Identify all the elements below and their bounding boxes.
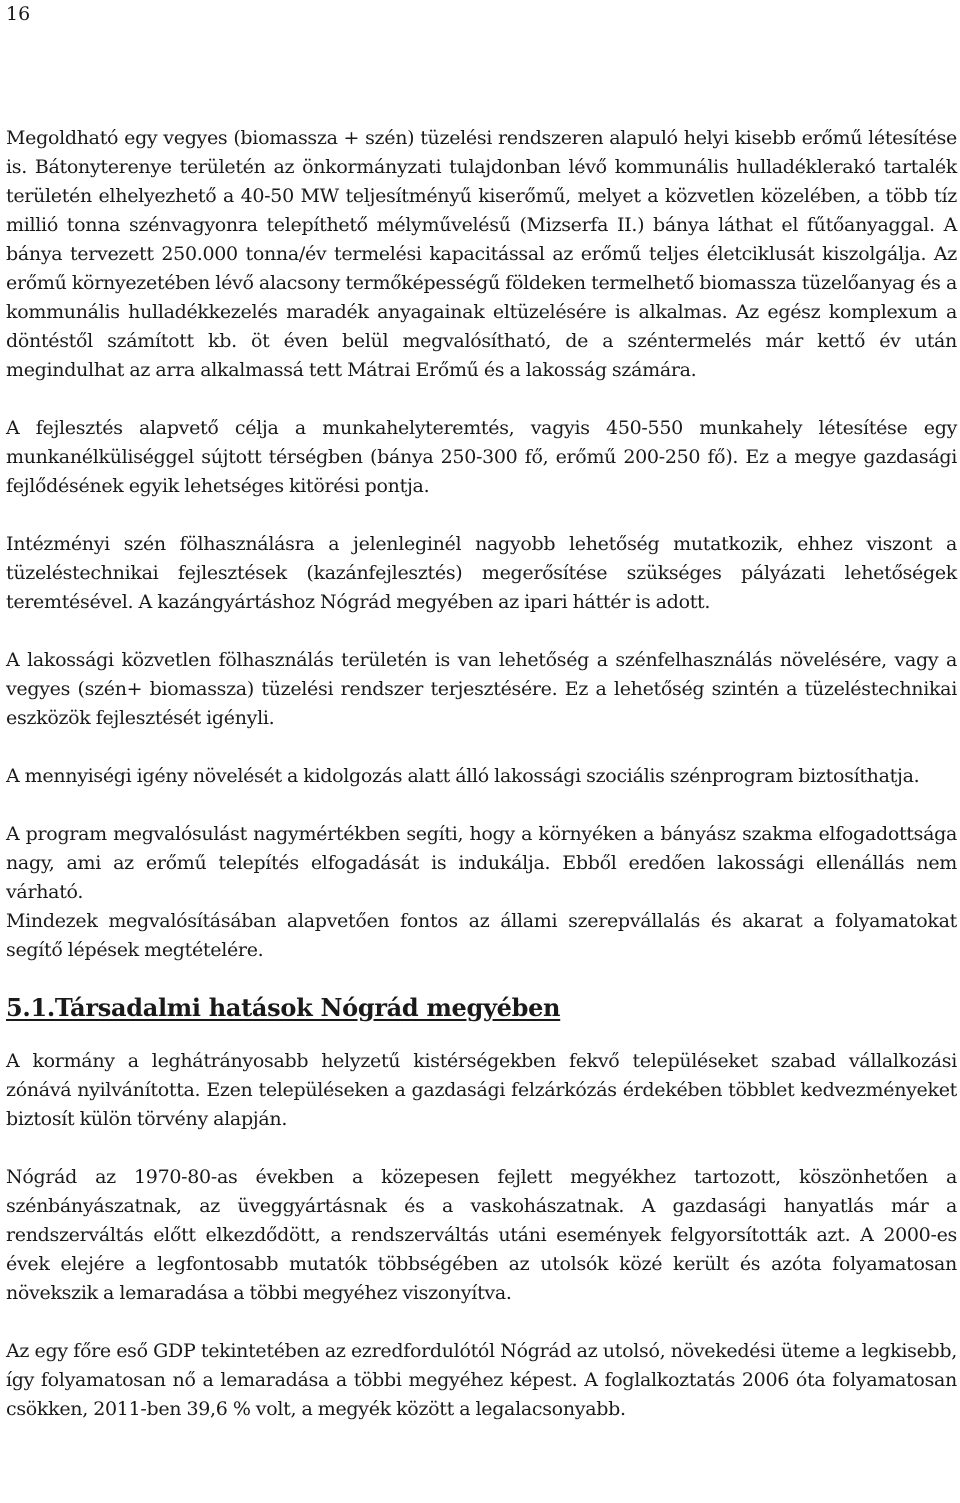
paragraph-gdp-employment: Az egy főre eső GDP tekintetében az ezredfordulótól Nógrád az utolsó, növekedési üteme a legkisebb, így folyamatosan nő a lemaradása a többi megyéhez képest. A foglalkoztatás 2006 óta folyamatosan csökken, 2011-ben 39,6 % volt, a megyék között a legalacsonyabb. <box>6 1340 957 1420</box>
paragraph-institutional-coal-use: Intézményi szén fölhasználásra a jelenleginél nagyobb lehetőség mutatkozik, ehhez viszont a tüzeléstechnikai fejlesztések (kazánfejlesztés) megerősítése szükséges pályázati lehetőségek teremtésével. A kazángyártáshoz Nógrád megyében az ipari háttér is adott. <box>6 533 957 613</box>
paragraph-residential-coal-use: A lakossági közvetlen fölhasználás területén is van lehetőség a szénfelhasználás növelésére, vagy a vegyes (szén+ biomassza) tüzelési rendszer terjesztésére. Ez a lehetőség szintén a tüzeléstechnikai eszközök fejlesztését igényli. <box>6 649 957 729</box>
paragraph-local-power-plant: Megoldható egy vegyes (biomassza + szén) tüzelési rendszeren alapuló helyi kisebb erőmű létesítése is. Bátonyterenye területén az önkormányzati tulajdonban lévő kommunális hulladéklerakó tartalék területén elhelyezhető a 40-50 MW teljesítményű kiserőmű, melyet a közvetlen közelében, a több tíz millió tonna szénvagyonra telepíthető mélyművelésű (Mizserfa II.) bánya láthat el fűtőanyaggal. A bánya tervezett 250.000 tonna/év termelési kapacitással az erőmű teljes életciklusát kiszolgálja. Az erőmű környezetében lévő alacsony termőképességű földeken termelhető biomassza tüzelőanyag és a kommunális hulladékkezelés maradék anyagainak eltüzelésére is alkalmas. Az egész komplexum a döntéstől számított kb. öt éven belül megvalósítható, de a széntermelés már kettő év után megindulhat az arra alkalmassá tett Mátrai Erőmű és a lakosság számára. <box>6 127 957 381</box>
paragraph-mining-acceptance: A program megvalósulást nagymértékben segíti, hogy a környéken a bányász szakma elfogadottsága nagy, ami az erőmű telepítés elfogadását is indukálja. Ebből eredően lakossági ellenállás nem várható. <box>6 823 957 903</box>
paragraph-social-coal-program: A mennyiségi igény növelését a kidolgozás alatt álló lakossági szociális szénprogram biztosíthatja. <box>6 765 920 787</box>
page-number: 16 <box>6 3 31 25</box>
paragraph-state-role: Mindezek megvalósításában alapvetően fontos az állami szerepvállalás és akarat a folyamatokat segítő lépések megtételére. <box>6 910 957 961</box>
paragraph-nograd-history: Nógrád az 1970-80-as években a közepesen fejlett megyékhez tartozott, köszönhetően a szénbányászatnak, az üveggyártásnak és a vaskohászatnak. A gazdasági hanyatlás már a rendszerváltás előtt elkezdődött, a rendszerváltás utáni események felgyorsították azt. A 2000-es évek elejére a legfontosabb mutatók többségében az utolsók közé került és azóta folyamatosan növekszik a lemaradása a többi megyéhez viszonyítva. <box>6 1166 957 1304</box>
paragraph-free-enterprise-zone: A kormány a leghátrányosabb helyzetű kistérségekben fekvő településeket szabad vállalkozási zónává nyilvánította. Ezen településeken a gazdasági felzárkózás érdekében többlet kedvezményeket biztosít külön törvény alapján. <box>6 1050 957 1130</box>
document-body <box>6 124 957 1424</box>
section-heading: 5.1.Társadalmi hatások Nógrád megyében <box>6 993 561 1022</box>
paragraph-job-creation: A fejlesztés alapvető célja a munkahelyteremtés, vagyis 450-550 munkahely létesítése egy munkanélküliséggel sújtott térségben (bánya 250-300 fő, erőmű 200-250 fő). Ez a megye gazdasági fejlődésének egyik lehetséges kitörési pontja. <box>6 417 957 497</box>
